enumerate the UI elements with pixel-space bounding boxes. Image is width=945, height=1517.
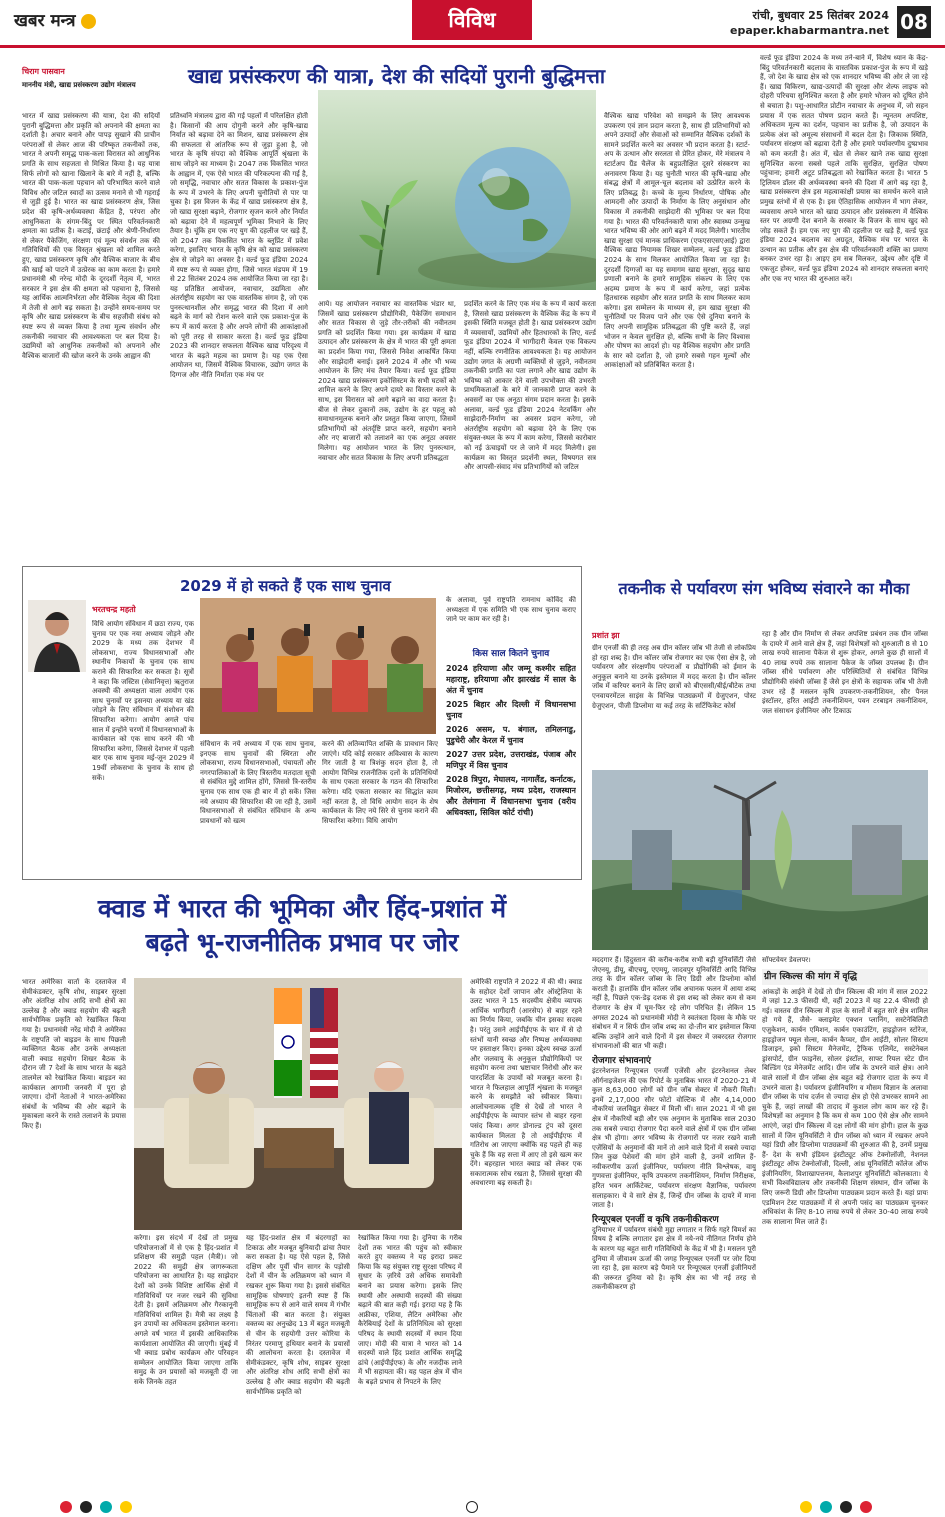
article3-column-1: ग्रीन एनर्जी की ही तरह अब ग्रीन कॉलर जॉब भी तेजी से लोकप्रिय हो रहा शब्द है। ग्रीन कॉलर जॉब रोजगार का एक ऐसा क्षेत्र है, जो पर्यावरण और संरक्षणीय परंपराओं व प्रौद्योगिकी को ईमान के अनुकूल बनाने या उनके इस्तेमाल में मदद करता है। ग्रीन कॉलर जॉब में करियर बनाने के लिए छात्रों को बीएससी/बीई/बीटेक तथा एनवायरमेंटल साइंस के विभिन्न पाठ्यक्रमों में ग्रेजुएशन, पोस्ट ग्रेजुएशन, पीजी डिप्लोमा या कई तरह के सर्टिफिकेट कोर्स	[592, 644, 756, 710]
article2-author: भरतचन्द्र महतो	[92, 605, 136, 614]
women-voters-image	[200, 598, 436, 734]
article4-column-5: अमेरिकी राष्ट्रपति ने 2022 में की थी। क्वाड के सहोदर देशों जापान और ऑस्ट्रेलिया के उलट भारत ने 15 सदस्यीय क्षेत्रीय व्यापक आर्थिक भागीदारी (आरसेप) से बाहर रहने का निर्णय किया, जबकि चीन इसका सदस्य है। परंतु उसने आईपीईएफ के चार में से दो स्तंभों यानी स्वच्छ और निष्पक्ष अर्थव्यवस्था पर हस्ताक्षर किए। इनका उद्देश्य स्वच्छ ऊर्जा और जलवायु के अनुकूल प्रौद्योगिकियों पर सहयोग करना तथा भ्रष्टाचार निरोधी और कर पारदर्शिता के उपायों को मजबूत करना है। भारत ने फिलहाल आपूर्ति शृंखला के मजबूत करने के समझौते को स्वीकार किया। आलोचनात्मक दृष्टि से देखें तो भारत ने आईपीईएफ के व्यापार स्तंभ से बाहर रहना पसंद किया। अगर डोनाल्ड ट्रंप को दूसरा कार्यकाल मिलता है तो आईपीईएफ में गतिरोध आ जाएगा क्योंकि वह पहले ही कह चुके हैं कि वह सत्ता में आए तो इसे खत्म कर देंगे। बहरहाल भारत क्वाड को लेकर एक सकारात्मक सोच रखता है, जिससे सुरक्षा की अवधारणा बढ़ सकती है।	[470, 978, 582, 1188]
brand-logo[interactable]	[14, 8, 96, 31]
article3-column-3	[592, 956, 756, 1496]
schedule-list	[446, 663, 576, 818]
author-photo	[28, 600, 86, 672]
environment-illustration	[592, 770, 928, 950]
print-mark	[840, 1501, 852, 1513]
article2-column-1: विधि आयोग संविधान में छठा राज्य, एक चुनाव पर एक नया अध्याय जोड़ने और 2029 के मध्य तक देशभर में लोकसभा, राज्य विधानसभाओं और स्थानीय निकायों के चुनाव एक साथ कराने की सिफारिश कर सकता है। सूत्रों ने कहा कि जस्टिस (सेवानिवृत्त) ऋतुराज अवस्थी की अध्यक्षता वाला आयोग एक साथ चुनावों पर इसनया अध्याय या खंड जोड़ने के लिए संविधान में संशोधन की सिफारिश करेगा। आयोग अगले पांच साल में इन्होंने चरणों में विधानसभाओं के कार्यकाल को एक साथ करने की भी सिफारिश करेगा, जिससे देशभर में पहली बार एक साथ चुनाव मई-जून 2029 में 19वीं लोकसभा के चुनाव के साथ हो सकें।	[92, 620, 194, 782]
article4-column-4: रेखांकित किया गया है। दुनिया के गरीब देशों तक भारत की पहुंच को स्वीकार करते हुए वक्तव्य ने यह इरादा प्रकट किया कि यह संयुक्त राष्ट्र सुरक्षा परिषद में सुधार के ज़रिये उसे अधिक समावेशी बनाने का प्रयास करेगा। इसके लिए स्थायी और अस्थायी सदस्यों की संख्या बढ़ाने की बात कही गई। इरादा यह है कि अफ्रीका, एशिया, लैटिन अमेरिका और कैरेबियाई देशों के प्रतिनिधित्व को सुरक्षा परिषद के स्थायी सदस्यों में स्थान दिया जाए। मोदी की यात्रा ने भारत को 14 सदस्यों वाले हिंद प्रशांत आर्थिक समृद्धि ढांचे (आईपीईएफ) के और नजदीक लाने में भी सहायता की। यह पहल क्षेत्र में चीन के बढ़ते प्रभाव से निपटने के लिए	[358, 1234, 462, 1386]
section-tab[interactable]: विविध	[412, 0, 532, 40]
print-mark	[860, 1501, 872, 1513]
article2-column-3: करने की अतिव्यापित शक्ति के प्रावधान किए जाएंगे। यदि कोई सरकार अविश्वास के कारण गिर जाती है या त्रिशंकु सदन होता है, तो आयोग विभिन्न राजनीतिक दलों के प्रतिनिधियों के साथ एकता सरकार के गठन की सिफारिश करेगा। यदि एकता सरकार का सिद्धांत काम नहीं करता है, तो विधि आयोग सदन के शेष कार्यकाल के लिए नये सिरे से चुनाव कराने की सिफारिश करेगा। विधि आयोग	[322, 740, 438, 825]
brand-name: खबर मन्त्र	[14, 11, 76, 31]
article4-column-2: करेगा। इस संदर्भ में देखें तो प्रमुख परियोजनाओं में से एक है हिंद-प्रशांत में प्रशिक्षण की समुद्री पहल (मैत्री)। जो 2022 की समुद्री क्षेत्र जागरूकता परियोजना का आधारित है। यह साझेदार देशों को उनके विशिष्ट आर्थिक क्षेत्रों में गतिविधियों पर नजर रखने की सुविधा देती है। इसमें अतिक्रमण और गैरकानूनी गतिविधियां शामिल हैं। मैत्री का लक्ष्य है इन उपायों का अधिकतम इस्तेमाल करना। अगले वर्ष भारत में इसकी आधिकारिक कार्यशाला आयोजित की जाएगी। मुंबई में भी क्वाड प्रबोध कार्यक्रम और परिवहन सम्मेलन आयोजित किया जाएगा ताकि समुद्र के उन प्रयासों को मजबूती दी जा सके जिनके तहत	[134, 1234, 238, 1386]
subhead-renewable: रिन्यूएबल एनर्जी व कृषि तकनीकीकरण	[592, 1214, 719, 1225]
article3-text-3c: दुनियाभर में पर्यावरण संबंधी मुद्दा लगातार न सिर्फ गहरे विमर्श का विषय है बल्कि लगातार इस क्षेत्र में नये-नये नीतिगत निर्णय होने के कारण यह बहुत सारी गतिविधियों के केंद्र में भी है। मसलन पूरी दुनिया में जीवाश्म ऊर्जा की जगह रिन्यूएबल एनर्जी पर जोर दिया जा रहा है, इस कारण बड़े पैमाने पर रिन्यूएबल एनर्जी इंजीनियरों की जरूरत दुनिया को है। कृषि क्षेत्र का भी नई तरह से तकनीकीकरण हो	[592, 1225, 756, 1292]
article1-column-3: आये। यह आयोजन नवाचार का वास्तविक भंडार था, जिसमें खाद्य प्रसंस्करण प्रौद्योगिकी, पैकेजिंग समाधान और सतत विकास से जुड़े तौर-तरीकों की नवीनतम प्रगति को प्रदर्शित किया गया। इस कार्यक्रम में खाद्य उत्पादन और प्रसंस्करण के क्षेत्र में भारत की पूरी क्षमता का प्रदर्शन किया गया, जिससे निवेश आकर्षित किया और साझेदारी बनाई। इसने 2024 में और भी भव्य आयोजन के लिए मंच तैयार किया। वर्ल्ड फूड इंडिया 2024 खाद्य प्रसंस्करण इकोसिस्टम के सभी घटकों को शामिल करने के लिए अपने दायरे का विस्तार करने के साथ, इस विरासत को आगे बढ़ाने का वादा करता है। बीज से लेकर दुकानों तक, उद्योग के हर पहलू को समाधानमूलक बनाने और प्रस्तुत किया जाएगा, जिसमें प्रतिभागियों को अंतर्दृष्टि प्राप्त करने, सहयोग बनाने और नए बाजारों को तलाशने का एक अनूठा अवसर मिलेगा। यह आयोजन भारत के लिए पुनरुत्थान, नवाचार और सतत विकास के लिए अपनी प्रतिबद्धता	[318, 300, 456, 462]
page-number: 08	[897, 6, 931, 38]
logo-icon	[81, 14, 96, 29]
article3-text-3b: इंटरनेशनल रिन्यूएबल एनर्जी एजेंसी और इंटरनेशनल लेबर ऑर्गनाइजेशन की एक रिपोर्ट के मुताबिक भारत में 2020-21 में कुल 8,63,000 लोगों को ग्रीन जॉब सेक्टर में नौकरी मिली। इनमें 2,17,000 सौर फोटो वोल्टिक में और 4,14,000 नौकरियां जलविद्युत सेक्टर में मिली थीं। साल 2021 में भी इस क्षेत्र में नौकरियों बड़ी और एक अनुमान के मुताबिक साल 2030 तक सबसे ज्यादा रोजगार पैदा करने वाले क्षेत्रों में एक ग्रीन जॉब्स क्षेत्र भी होगा। अगर भविष्य के रोजगारों पर नजर रखने वाली एजेंसियों के अनुमानों की मानें तो आने वाले दिनों में सबसे ज्यादा जिन कुछ पेशेवरों की मांग होने वाली है, उनमें शामिल हैं- नवीकरणीय ऊर्जा इंजीनियर, पर्यावरण नीति विश्लेषक, वायु गुणवत्ता इंजीनियर, कृषि उपकरण तकनीशियन, निर्माण निरीक्षक, हरित भवन आर्किटेक्ट, पर्यावरण संरक्षण वैज्ञानिक, पर्यावरण सलाहकार। ये वे सारे क्षेत्र हैं, जिन्हें ग्रीन जॉब्स के दायरे में माना जाता है।	[592, 1066, 756, 1210]
article4-column-1: भारत अमेरिका वार्ता के दस्तावेज में सेमीकंडक्टर, कृषि शोध, साइबर सुरक्षा और अंतरिक्ष शोध आदि सभी क्षेत्रों का उल्लेख है और क्वाड सहयोग की बढ़ती सार्वभौमिक प्रकृति को रेखांकित किया गया है। प्रधानमंत्री नरेंद्र मोदी ने अमेरिका के राष्ट्रपति जो बाइडन के साथ पिछली व्यक्तिगत बैठक और उनके अध्यक्षता वाली क्वाड सहयोग शिखर बैठक के दौरान जी 7 देशों के साथ भारत के बढ़ते तालमेल को रेखांकित किया। बाइडन का कार्यकाल आगामी जनवरी में पूरा हो जाएगा। दोनों नेताओं ने भारत-अमेरिका संबंधों के भविष्य की ओर बढ़ाने के मुकाबला करने के रास्ते तलाशने के प्रयास किए हैं।	[22, 978, 126, 1130]
schedule-item: 2024 हरियाणा और जम्मू कश्मीर सहित महाराष्ट्र, हरियाणा और झारखंड में साल के अंत में चुनाव	[446, 664, 576, 695]
website-link[interactable]: epaper.khabarmantra.net	[730, 24, 889, 37]
schedule-item: 2025 बिहार और दिल्ली में विधानसभा चुनाव	[446, 700, 576, 720]
article3-headline: तकनीक से पर्यावरण संग भविष्य संवारने का मौका	[618, 579, 910, 598]
schedule-title: किस साल कितने चुनाव	[472, 649, 550, 659]
print-mark	[120, 1501, 132, 1513]
print-mark	[100, 1501, 112, 1513]
article4-headline	[22, 892, 582, 960]
globe-plant-illustration	[318, 90, 596, 290]
article1-column-2: प्रतिध्वनि मंत्रालय द्वारा की गई पहलों में परिलक्षित होती है। किसानों की आय दोगुनी करने और कृषि-खाद्य निर्यात को बढ़ावा देने का मिशन, खाद्य प्रसंस्करण क्षेत्र की सफलता से आंतरिक रूप से जुड़ा हुआ है, जो भारत के कृषि संपदा को वैश्विक आपूर्ति श्रृंखला के साथ जोड़ने का माध्यम है। 2047 तक विकसित भारत के आह्वान में, एक ऐसे भारत की परिकल्पना की गई है, जो समृद्धि, नवाचार और सतत विकास के प्रकाश-पुंज के रूप में उभरने के लिए अपनी चुनौतियों से पार पा चुका है। इस विजन के केंद्र में खाद्य प्रसंस्करण क्षेत्र है, जो खाद्य सुरक्षा बढ़ाने, रोजगार सृजन करने और निर्यात को बढ़ावा देने में महत्वपूर्ण भूमिका निभाने के लिए तैयार है। चूंकि हम एक नए युग की दहलीज पर खड़े हैं, जो 2047 तक विकसित भारत के ब्लूप्रिंट में प्रवेश करेगा, इसलिए भारत के कृषि क्षेत्र को खाद्य प्रसंस्करण क्षेत्र से जोड़ने का अवसर है। वर्ल्ड फूड इंडिया 2024 में स्पष्ट रूप से व्यक्त होगा, जिसे भारत मंडपम में 19 से 22 सितंबर 2024 तक आयोजित किया जा रहा है। यह प्रतिष्ठित आयोजन, नवाचार, उद्यमिता और अंतर्राष्ट्रीय सहयोग का एक वास्तविक संगम है, जो एक पुनरुत्थानशील और समृद्ध भारत की दिशा में आगे बढ़ने के मार्ग को रोशन करने वाले एक प्रकाश-पुंज के रूप में कार्य करता है और अपने लोगों की आकांक्षाओं को पूरी तरह से साकार करता है। वर्ल्ड फूड इंडिया 2023 की शानदार सफलता वैश्विक खाद्य परिदृश्य में भारत के बढ़ते महत्व का प्रमाण है। यह एक ऐसा आयोजन था, जिसमें वैश्विक विचारक, उद्योग जगत के दिग्गज और नीति निर्माता एक मंच पर	[170, 112, 308, 380]
author-avatar-icon	[28, 600, 86, 672]
registration-target-icon	[466, 1501, 478, 1513]
subhead-employment: रोजगार संभावनाएं	[592, 1055, 651, 1066]
article3-author: प्रशांत झा	[592, 631, 620, 640]
schedule-item: 2028 त्रिपुरा, मेघालय, नागालैंड, कर्नाटक, मिजोरम, छत्तीसगढ़, मध्य प्रदेश, राजस्थान और तेलंगाना में विधानसभा चुनाव (वरीय अधिवक्ता, सिविल कोर्ट रांची)	[446, 775, 576, 817]
leaders-meeting-photo	[134, 978, 462, 1230]
masthead	[0, 0, 945, 48]
article4-headline-line1: क्वाड में भारत की भूमिका और हिंद-प्रशांत में	[97, 894, 507, 923]
schedule-item: 2026 असम, प. बंगाल, तमिलनाडु, पुडुचेरी और केरल में चुनाव	[446, 725, 576, 745]
article4-column-1-continued	[22, 1272, 126, 1496]
election-schedule	[446, 648, 576, 876]
print-mark	[80, 1501, 92, 1513]
schedule-item: 2027 उत्तर प्रदेश, उत्तराखंड, पंजाब और मणिपुर में विस चुनाव	[446, 750, 576, 770]
print-mark	[60, 1501, 72, 1513]
article1-column-6: वर्ल्ड फूड इंडिया 2024 के मध्य तने-बाने में, विशेष ध्यान के केंद्र-बिंदु परिवर्तनकारी बदलाव के वास्तविक प्रकाश-पुंज के रूप में खड़े हैं, जो देश के खाद्य क्षेत्र को एक शानदार भविष्य की ओर ले जा रहे हैं। खाद्य विकिरण, खाद्य-उत्पादों की सुरक्षा और शेल्फ लाइफ को दोहरी परिचया सुनिश्चित करता है और हमारे भोजन को दूषित होने से बचाता है। पशु-आधारित प्रोटीन नवाचार के अनुभव में, जो सहन प्रयास में एक सतत पोषण प्रदान करते हैं। न्यूनतम अपशिष्ट, अधिकतम मूल्य का दर्शन, पहचान का प्रतीक है, जो उत्पादन के प्रत्येक अंश को अमूल्य संसाधनों में बदल देता है। जिकाक स्थिति, पर्यावरण संरक्षण को बढ़ावा देती है और हमारे पर्यावरणीय दुष्प्रभाव को कम करती है। अंत में, खेत से लेकर खाने तक खाद्य सुरक्षा सुनिश्चित करना सबसे पहले ताकि सुरक्षित, सुरक्षित पोषण पहुंचाना; हमारी अटूट प्रतिबद्धता को रेखांकित करता है। भारत 5 ट्रिलियन डॉलर की अर्थव्यवस्था बनने की दिशा में आगे बढ़ रहा है, खाद्य प्रसंस्करण क्षेत्र इस महत्वाकांक्षी प्रयास का समर्थन करने वाले प्रमुख स्तंभों में से एक है। इस ऐतिहासिक आयोजन में भाग लेकर, व्यवसाय अपने भारत को खाद्य उत्पादन और प्रसंस्करण में वैश्विक स्तर पर अग्रणी देश बनाने के सरकार के विजन के साथ खुद को जोड़ सकते हैं। हम एक नए युग की दहलीज पर खड़े हैं, वर्ल्ड फूड इंडिया 2024 बदलाव का अग्रदूत, वैश्विक मंच पर भारत के उत्थान का प्रतीक और इस क्षेत्र की परिवर्तनकारी शक्ति का प्रमाण बनकर उभर रहा है। आइए हम सब मिलकर, उद्देश्य और दृष्टि में एकजुट होकर, वर्ल्ड फूड इंडिया 2024 को शानदार सफलता बनाएं और एक नए भारत की शुरुआत करें।	[760, 54, 928, 283]
article2-column-4: के अलावा, पूर्व राष्ट्रपति रामनाथ कोविंद की अध्यक्षता में एक समिति भी एक साथ चुनाव कराए जाने पर काम कर रही है।	[446, 596, 576, 624]
article3-text-4b: आंकड़ों के आईने में देखें तो ग्रीन स्किल्स की मांग में साल 2022 में जहां 12.3 फीसदी थी, वहीं 2023 में यह 22.4 फीसदी हो गई। वास्तव ग्रीन स्किल्स में हाल के सालों में बहुत सारे क्षेत्र शामिल हो गये हैं, जैसे- क्लाइमेट एक्शन प्लानिंग, सस्टेनेबिलिटी एजुकेशन, कार्बन एमिशन, कार्बन एकाउंटिंग, हाइड्रोजन स्टोरेज, हाइड्रोजन फ्यूल सेल्स, कार्बन कैप्चर, ग्रीन आईटी, सोलर सिस्टम डिजाइन, इको सिस्टम मैनेजमेंट, ट्रैफिक एलिमेंट, सस्टेनेबल ड्रांसपोर्ट, ग्रीन फाइनेंस, सोलर इंस्टॉल, साफ्ट रियल स्टेट ग्रीन बिल्डिंग एंड मेनेजमेंट आदि। ग्रीन जॉब के उभरने वाले क्षेत्र। आने वाले सालों में ग्रीन जॉब्स क्षेत्र बहुत बड़े रोजगार दाता के रूप में उभरने वाला है। पर्यावरण इंजीनियरिंग व मौसम विज्ञान के अलावा ग्रीन जॉब्स के पांच दर्जन से ज्यादा क्षेत्र हो ऐसे उभरकर सामने आ चुके हैं, जहां लाखों की तादाद में कुशल लोग काम कर रहे हैं। विशेषज्ञों का अनुमान है कि कम से कम 100 ऐसे क्षेत्र और सामने आएंगे, जहां ग्रीन स्किल्स में दक्ष लोगों की मांग होगी। हाल के कुछ सालों में जिन यूनिवर्सिटी ने ग्रीन जॉब्स को ध्यान में रखकर अपने यहां डिग्री और डिप्लोमा पाठ्यक्रमों की शुरुआत की है, उनमें प्रमुख हैं- देश के सभी इंडियन इंस्टीट्यूट ऑफ टेक्नोलॉजी, नेशनल इंस्टीट्यूट ऑफ टेक्नोलॉजी, दिल्ली, आंध्र यूनिवर्सिटी कॉलेज ऑफ इंजीनियरिंग, विशाखापत्तनम, कैलाशपुर यूनिवर्सिटी कोलकाता। ये सभी विश्वविद्यालय और तकनीकी शिक्षण संस्थान, ग्रीन जॉब्स के लिए जरूरी डिग्री और डिप्लोमा पाठ्यक्रम प्रदान करते हैं। यहां प्रायः एडमिशन टेस्ट पाठ्यक्रमों में से अपनी पसंद का पाठ्यक्रम चुनकर अधिकांश के लिए 8-10 लाख रुपये से लेकर 30-40 लाख रुपये तक सालाना मिल जाते हैं।	[762, 987, 928, 1226]
article1-author-role: माननीय मंत्री, खाद्य प्रसंस्करण उद्योग मंत्रालय	[22, 81, 136, 89]
subhead-green-skills: ग्रीन स्किल्स की मांग में वृद्धि	[762, 969, 928, 985]
article4-column-3: यह हिंद-प्रशांत क्षेत्र में बंदरगाहों का टिकाऊ और मजबूत बुनियादी ढांचा तैयार करा सकता है। यह ऐसे पहल है, जिसे दक्षिण और पूर्वी चीन सागर के पड़ोसी देशों में चीन के अतिक्रमण को ध्यान में रखकर शुरू किया गया है। इससे संबंधित सामूहिक घोषणाएं इतनी स्पष्ट हैं कि सामूहिक रूप से आने वाले समय में गंभीर चिंताओं की बात करता है। संयुक्त वक्तव्य का अनुच्छेद 13 में बहुत मजबूती से चीन के सहयोगी उत्तर कोरिया के निरंतर परमाणु हथियार बनाने के प्रयासों की आलोचना करता है। दस्तावेज में सेमीकंडक्टर, कृषि शोध, साइबर सुरक्षा और अंतरिक्ष शोध आदि सभी क्षेत्रों का उल्लेख है और क्वाड सहयोग की बढ़ती सार्वभौमिक प्रकृति को	[246, 1234, 350, 1396]
article1-column-4: प्रदर्शित करने के लिए एक मंच के रूप में कार्य करता है, जिससे खाद्य प्रसंस्करण के वैश्विक केंद्र के रूप में इसकी स्थिति मजबूत होती है। खाद्य प्रसंस्करण उद्योग में व्यवसायों, उद्यमियों और हितधारकों के लिए, वर्ल्ड फूड इंडिया 2024 में भागीदारी केवल एक विकल्प नहीं, बल्कि रणनीतिक आवश्यकता है। यह आयोजन उद्योग जगत के अग्रणी व्यक्तियों से जुड़ने, नवीनतम तकनीकी प्रगति का पता लगाने और खाद्य उद्योग के भविष्य को आकार देने वाली उपभोक्ता की उभरती प्राथमिकताओं के बारे में जानकारी प्राप्त करने के अवसरों का एक अनूठा संगम प्रदान करता है। इसके अलावा, वर्ल्ड फूड इंडिया 2024 नेटवर्किंग और साझेदारी-निर्माण का अवसर प्रदान करेगा, जो अंतर्राष्ट्रीय सहयोग को बढ़ावा देने के लिए एक संयुक्त-स्थल के रूप में काम करेगा, जिससे कारोबार को नई ऊंचाइयों पर ले जाने में मदद मिलेगी। इस कार्यक्रम का विस्तृत प्रदर्शनी स्थल, विषयगत सत्र और आपसी-संवाद मंच प्रतिभागियों को जटिल	[464, 300, 596, 472]
article4-headline-line2: बढ़ते भू-राजनीतिक प्रभाव पर जोर	[145, 928, 459, 957]
article1-headline: खाद्य प्रसंस्करण की यात्रा, देश की सदियों पुरानी बुद्धिमत्ता	[188, 64, 606, 88]
issue-meta	[730, 8, 889, 38]
article3-column-2: रहा है और ग्रीन निर्माण से लेकर अपशिष्ट प्रबंधन तक ग्रीन जॉब्स के दायरे में आने वाले क्षेत्र हैं, जहां विशेषज्ञों को शुरुआती 8 से 10 लाख रुपये सालाना पैकेज से शुरू होकर, अगले कुछ ही सालों में 40 लाख रुपये तक सालाना पैकेज के जॉब्स उपलब्ध हैं। ग्रीन जॉब्स सीधे पर्यावरण और परिस्थितियों से संबंधित विभिन्न प्रौद्योगिकी संबंधी जॉब्स हैं जैसे इन क्षेत्रों के सहायक जॉब भी तेजी उभर रहे हैं मसलन कृषि उपकरण-तकनीशियन, सौर पैनल इंस्टॉलर, हरित आईटी तकनीशियन, पवन टरबाइन तकनीशियन, जल संसाधन इंजीनियर और टिकाऊ	[762, 630, 928, 715]
article2-column-2: संविधान के नये अध्याय में एक साथ चुनाव, इनएक साथ चुनावों की स्थिरता और लोकसभा, राज्य विधानसभाओं, पंचायतों और नगरपालिकाओं के लिए त्रिस्तरीय मतदाता सूची से संबंधित मुद्दे शामिल होंगे, जिससे त्रि-स्तरीय चुनाव एक साथ एक ही बार में हो सकें। जिस नये अध्याय की सिफारिश की जा रही है, उसमें विधानसभाओं से संबंधित संविधान के अन्य प्रावधानों को खत्म	[200, 740, 316, 825]
globe-plant-image	[318, 90, 596, 290]
print-mark	[800, 1501, 812, 1513]
issue-date: रांची, बुधवार 25 सितंबर 2024	[752, 9, 889, 22]
article3-text-3a: मददगार हैं। हिंदुस्तान की करीब-करीब सभी बड़ी यूनिवर्सिटी जैसे जेएनयू, डीयू, बीएचयू, एएमयू, जादवपुर यूनिवर्सिटी आदि विभिन्न तरह के ग्रीन कॉलर जॉब्स के लिए डिग्री और डिप्लोमा कोर्स कराती हैं। हालांकि ग्रीन कॉलर जॉब अचानक फलन में आया शब्द नहीं है, पिछले एक-डेढ़ दशक से इस शब्द को लेकर कम से कम रोजगार के क्षेत्र में घूम-फिर रहे लोग परिचित हैं। लेकिन 15 अगस्त 2024 को प्रधानमंत्री मोदी ने स्वतंत्रता दिवस के मौके पर संबोधन में न सिर्फ ग्रीन जॉब शब्द का दो-तीन बार इस्तेमाल किया बल्कि उन्होंने आने वाले दिनों में इस सेक्टर में जबरदस्त रोजगार संभावनाओं की बात भी कही।	[592, 956, 756, 1051]
article1-author: चिराग पासवान	[22, 67, 65, 76]
print-mark	[820, 1501, 832, 1513]
article1-column-5: वैश्विक खाद्य परिवेश को समझने के लिए आवश्यक उपकरण एवं ज्ञान प्रदान करता है, साथ ही प्रतिभागियों को अपने उत्पादों और सेवाओं को सम्मानित वैश्विक दर्शकों के सामने प्रदर्शित करने का अवसर भी प्रदान करता है। स्टार्ट-अप के उत्थान और सरलता से प्रेरित होकर, मेरे मंत्रालय ने स्टार्टअप ग्रैंड चैलेंज के बहुप्रतीक्षित दूसरे संस्करण का अनावरण किया है। यह चुनौती भारत की कृषि-खाद्य और संबद्ध क्षेत्रों में आमूल-चूल बदलाव को उत्प्रेरित करने के लिए प्रतिबद्ध है। कच्चे के मूल्य निर्धारण, पोषिक और आमदनी और उत्पादों के निर्माण के लिए अनुसंधान और विकास में तकनीकी साझेदारी की भूमिका पर बल दिया गया है। भारत की परिवर्तनकारी यात्रा और स्वास्थ्य उन्मुख भारत भविष्य की ओर आगे बढ़ने में मदद मिलेगी। भारतीय खाद्य सुरक्षा एवं मानक प्राधिकरण (एफएसएसएआई) द्वारा वैश्विक खाद्य नियामक शिखर सम्मेलन, वर्ल्ड फूड इंडिया 2024 के साथ मिलकर आयोजित किया जा रहा है। दूरदर्शी दिग्गजों का यह समागम खाद्य सुरक्षा, सुदृढ़ खाद्य प्रणाली बनाने के हमारे सामूहिक संकल्प के लिए एक अदम्य प्रमाण के रूप में कार्य करेगा, जहां प्रत्येक हितधारक सहयोग और सतत प्रगति के साथ मिलकर काम करेगा। इस सम्मेलन के माध्यम से, हम खाद्य सुरक्षा की चुनौतियों पर विजय पाने और एक ऐसे दुनिया बनाने के लिए अपनी सामूहिक प्रतिबद्धता की पुष्टि करते हैं, जहां भोजन न केवल सुरक्षित हो, बल्कि सभी के लिए विश्वास और पोषण का आदर्श हो। यह वैश्विक सहयोग और प्रगति के सार को दर्शाता है, जो हमारे सबसे गहन मूल्यों और आकांक्षाओं को प्रतिबिंबित करता है।	[604, 112, 750, 370]
voters-photo	[200, 598, 436, 734]
article1-column-1: भारत में खाद्य प्रसंस्करण की यात्रा, देश की सदियों पुरानी बुद्धिमत्ता और प्रकृति को अपनाने की क्षमता का दर्शाती है। अचार बनाने और पापड़ सुखाने की प्राचीन परंपराओं से लेकर आज की परिष्कृत तकनीकों तक, भारत ने अपनी समृद्ध पाक-कला विरासत को आधुनिक प्रगति के साथ सहजता से मिश्रित किया है। यह यात्रा सिर्फ लोगों को खाना खिलाने के बारे में नहीं है, बल्कि भारत की पाक-कला पहचान को परिभाषित करने वाले विविध और जटिल स्वादों का उत्सव मनाने से भी गहराई से जुड़ी हुई है। भारत का खाद्य प्रसंस्करण क्षेत्र, जिस प्रदेश की कृषि-अर्थव्यवस्था केंद्रित है, परंपरा और आधुनिकता के संगम-बिंदु पर स्थित परिवर्तनकारी क्षमता का प्रतीक है। कटाई, छंटाई और श्रेणी-निर्धारण से लेकर पैकेजिंग, संरक्षण एवं मूल्य संवर्धन तक की गतिविधियों की एक विस्तृत श्रृंखला को शामिल करते हुए, खाद्य प्रसंस्करण कृषि और वैश्विक बाजार के बीच की खाई को पाटने में उत्प्रेरक का काम करता है। हमारे प्रधानमंत्री श्री नरेन्द्र मोदी के दूरदर्शी नेतृत्व में, भारत सरकार ने इस क्षेत्र की क्षमता को पहचाना है, जिससे यह आर्थिक आत्मनिर्भरता और वैश्विक नेतृत्व की दिशा में तेजी से आगे बढ़ सकता है। उन्होंने समय-समय पर कृषि और खाद्य प्रसंस्करण के बीच सहजीवी संबंध को स्पष्ट रूप से व्यक्त किया है तथा मूल्य संवर्धन और तकनीकी नवाचार की आवश्यकता पर बल दिया है। उद्यमियों को आधुनिक तकनीकों को अपनाने और वैश्विक बाजारों की खोज करने के उनके आह्वान की	[22, 112, 160, 360]
modi-biden-image	[134, 978, 462, 1230]
environment-technology-image	[592, 770, 928, 950]
article2-headline: 2029 में हो सकते हैं एक साथ चुनाव	[180, 577, 391, 595]
article3-text-4a: सॉफ्टवेयर डेवलपर।	[762, 956, 811, 964]
article3-column-4	[762, 956, 928, 1496]
